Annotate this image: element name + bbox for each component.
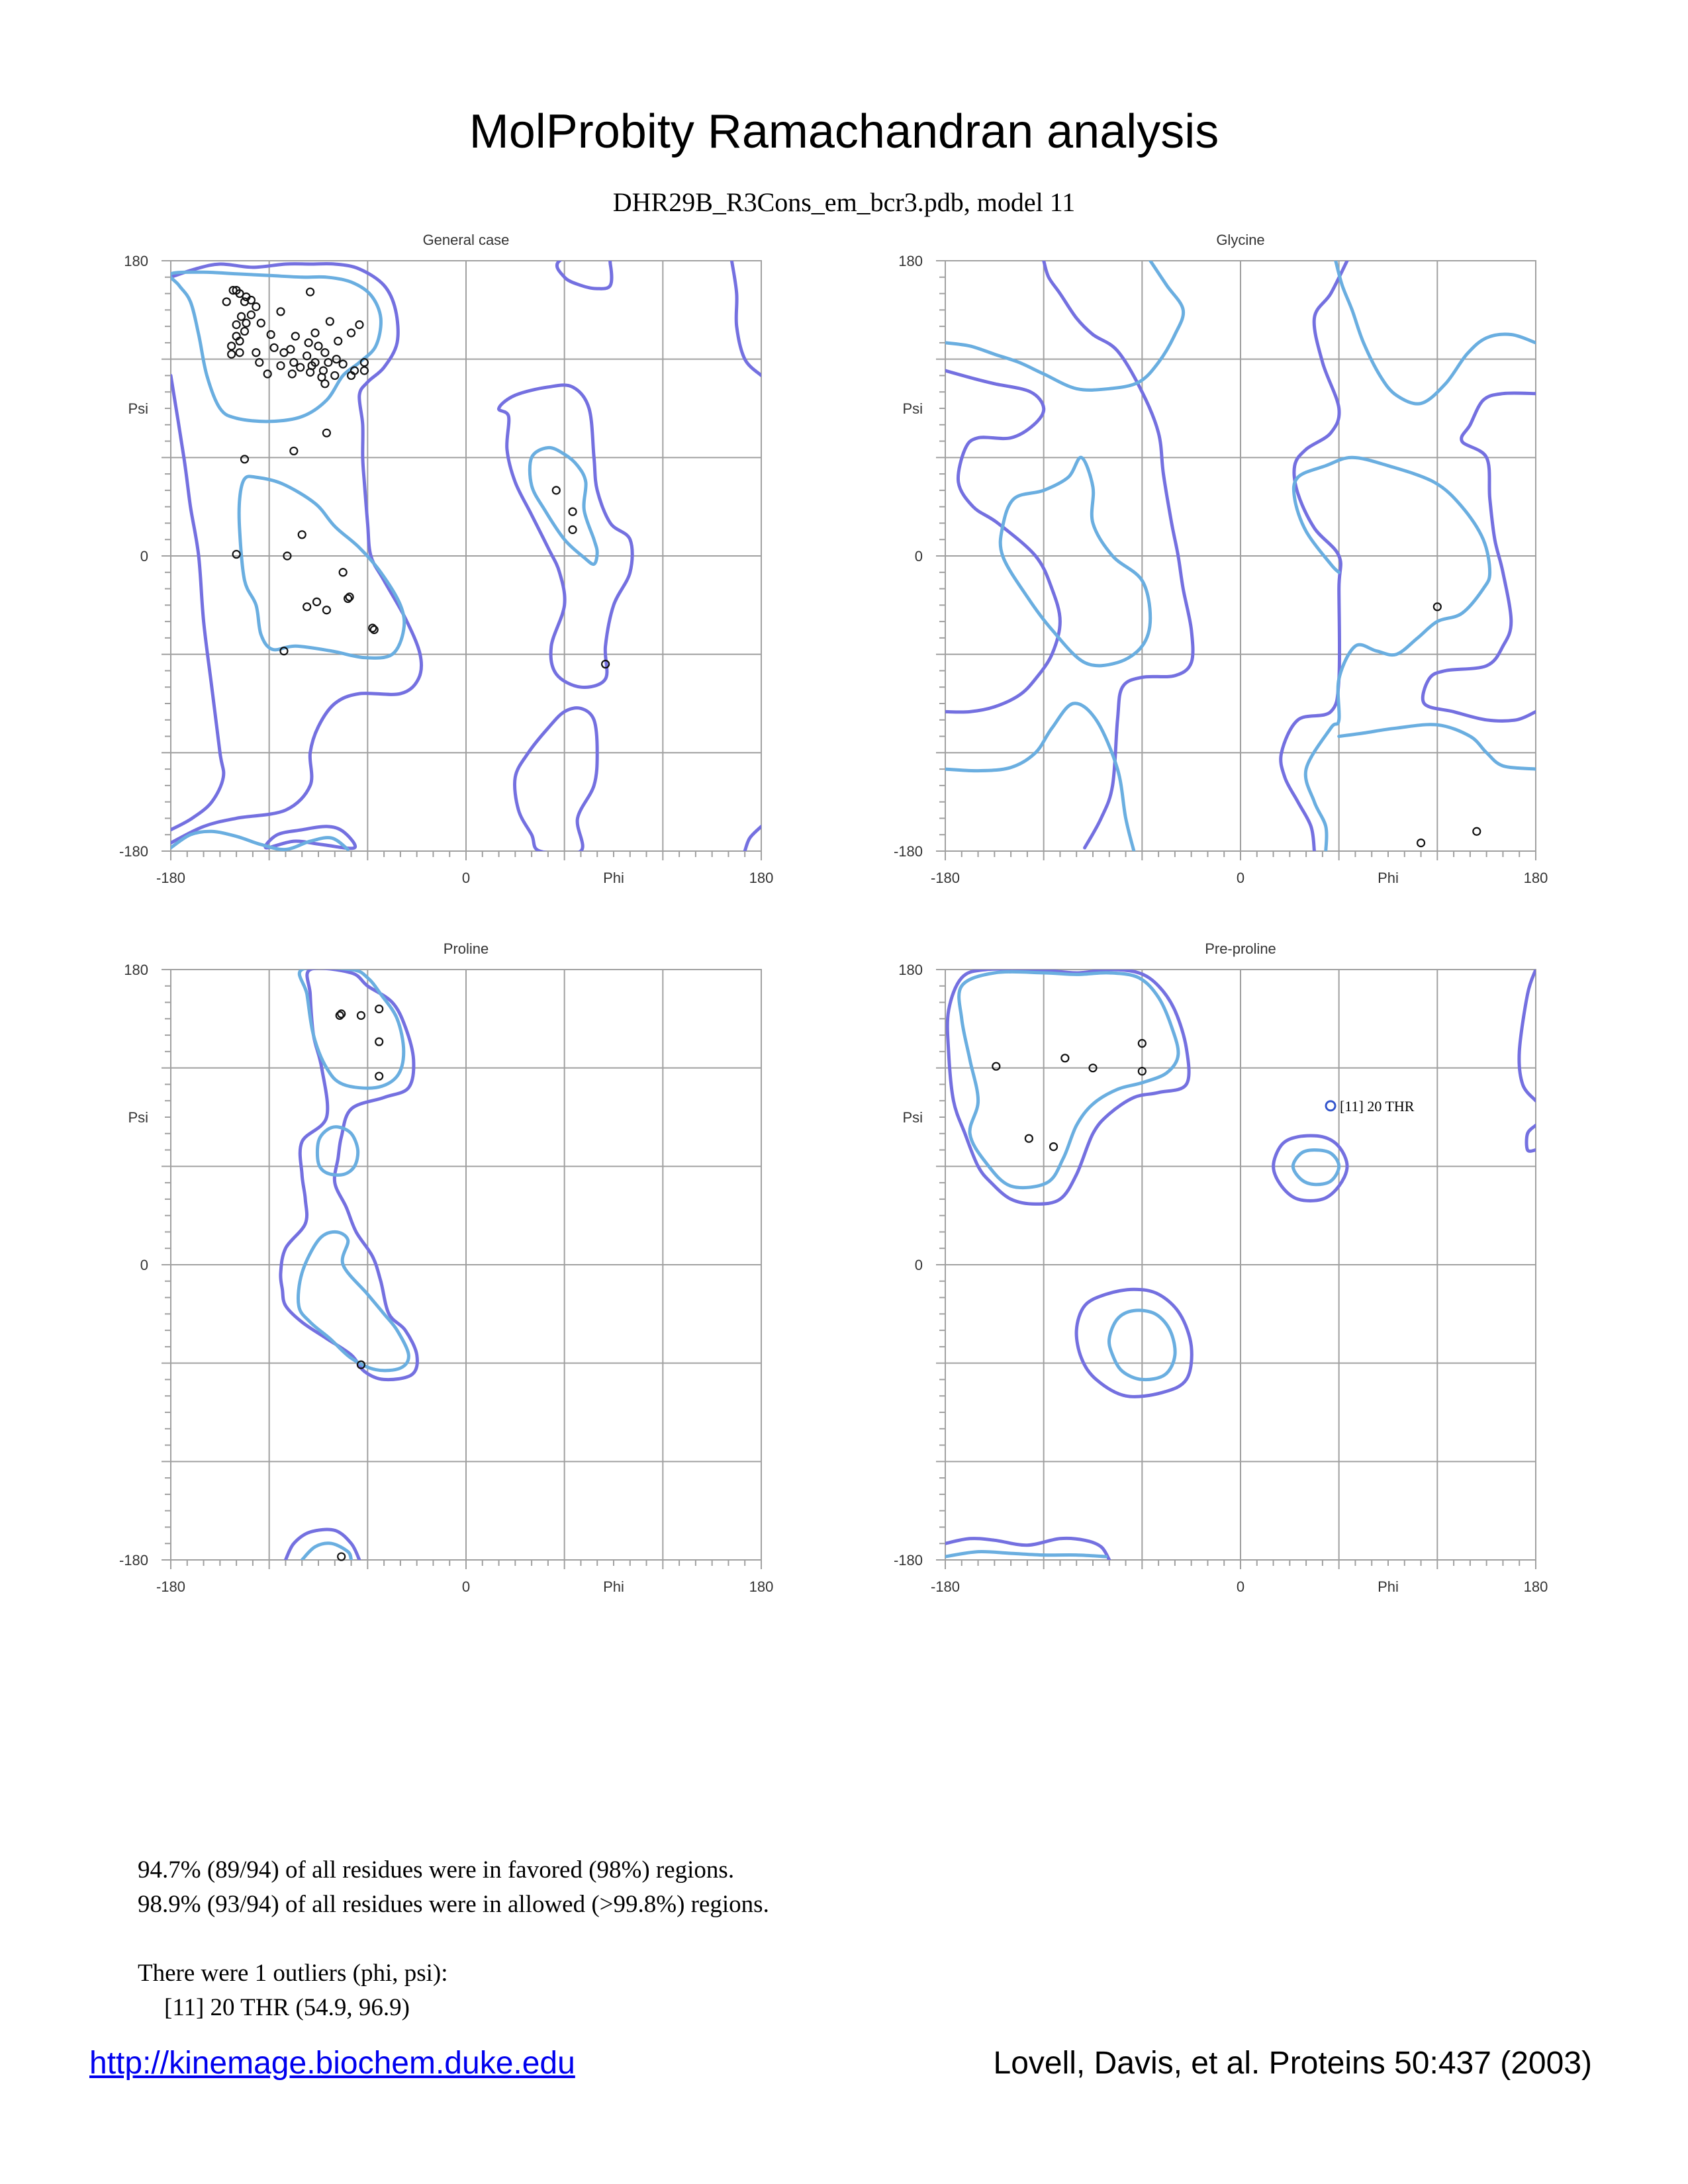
- residue-point: [1025, 1135, 1033, 1142]
- favored-contour: [945, 1551, 1106, 1557]
- residue-point: [303, 352, 310, 359]
- residue-point: [277, 362, 285, 369]
- favored-contour: [1336, 261, 1536, 404]
- allowed-contour: [171, 375, 224, 829]
- residue-point: [326, 318, 334, 325]
- y-tick-label: 0: [140, 548, 148, 565]
- residue-point: [340, 569, 347, 576]
- residue-point: [290, 447, 297, 455]
- y-tick-label: -180: [893, 843, 923, 860]
- allowed-stat: 98.9% (93/94) of all residues were in allowed (>99.8%) regions.: [138, 1891, 769, 1918]
- allowed-contour: [1526, 1125, 1536, 1151]
- y-tick-label: 180: [124, 253, 148, 269]
- residue-point: [236, 349, 244, 356]
- favored-stat: 94.7% (89/94) of all residues were in favored (98%) regions.: [138, 1856, 735, 1884]
- residue-point: [1417, 839, 1425, 846]
- residue-point: [252, 349, 259, 356]
- residue-point: [315, 342, 322, 349]
- statistics-block: [138, 1853, 769, 2025]
- y-axis-label: Psi: [128, 400, 148, 417]
- residue-point: [297, 364, 304, 371]
- favored-contour: [959, 972, 1178, 1187]
- y-tick-label: 0: [914, 1257, 923, 1273]
- y-tick-label: 0: [914, 548, 923, 565]
- residue-point: [355, 321, 363, 328]
- residue-point: [305, 339, 312, 346]
- residue-point: [992, 1063, 1000, 1070]
- favored-contour: [1293, 1150, 1338, 1185]
- contours: [281, 968, 418, 1560]
- allowed-contour: [1274, 1136, 1348, 1201]
- x-tick-label: -180: [156, 1578, 186, 1595]
- residue-point: [248, 311, 255, 318]
- residue-point: [1473, 828, 1480, 835]
- residue-point: [252, 303, 259, 310]
- residue-point: [357, 1012, 365, 1019]
- residue-point: [553, 486, 560, 494]
- favored-contour: [530, 447, 597, 564]
- y-axis-label: Psi: [128, 1109, 148, 1126]
- x-axis-label: Phi: [603, 1578, 624, 1595]
- residue-point: [233, 321, 240, 328]
- ramachandran-panel-3: [119, 940, 773, 1595]
- x-tick-label: -180: [930, 870, 961, 886]
- residue-point: [228, 351, 235, 358]
- allowed-contour: [557, 244, 612, 289]
- allowed-contour: [171, 263, 422, 842]
- residue-point: [321, 349, 328, 356]
- residue-point: [238, 313, 245, 320]
- residue-point: [233, 551, 240, 558]
- x-axis-label: Phi: [1378, 870, 1399, 886]
- residue-point: [256, 359, 263, 366]
- allowed-contour: [1423, 393, 1536, 721]
- residue-point: [375, 1038, 383, 1046]
- y-axis-label: Psi: [902, 1109, 923, 1126]
- favored-contour: [299, 968, 404, 1088]
- ramachandran-panel-2: [894, 232, 1548, 886]
- favored-contour: [302, 1543, 351, 1560]
- favored-contour: [945, 261, 1184, 390]
- allowed-contour: [947, 969, 1189, 1204]
- residue-point: [241, 328, 248, 335]
- residue-point: [277, 308, 285, 315]
- x-tick-label: -180: [156, 870, 186, 886]
- x-tick-label: 0: [1236, 1578, 1245, 1595]
- x-tick-label: 180: [749, 870, 774, 886]
- allowed-contour: [745, 827, 761, 851]
- residue-point: [569, 508, 577, 516]
- y-tick-label: 180: [898, 962, 923, 978]
- panel-title: Pre-proline: [1205, 940, 1276, 957]
- residue-point: [338, 1010, 345, 1017]
- residue-point: [321, 380, 328, 387]
- x-tick-label: 180: [749, 1578, 774, 1595]
- ramachandran-panel-4: [894, 940, 1548, 1595]
- residue-point: [267, 331, 275, 338]
- x-tick-label: 0: [1236, 870, 1245, 886]
- citation: Lovell, Davis, et al. Proteins 50:437 (2003): [993, 2046, 1592, 2081]
- residue-point: [289, 370, 296, 377]
- residue-point: [280, 349, 287, 356]
- allowed-contour: [1044, 261, 1193, 848]
- favored-contour: [169, 272, 381, 422]
- favored-contour: [171, 831, 348, 849]
- residue-point: [375, 1005, 383, 1013]
- outlier-point: [1326, 1101, 1335, 1111]
- allowed-contour: [731, 261, 761, 375]
- residue-point: [1061, 1054, 1068, 1062]
- residue-point: [340, 361, 347, 368]
- residue-point: [312, 330, 319, 337]
- outlier-header: There were 1 outliers (phi, psi):: [138, 1960, 448, 1987]
- residue-point: [348, 330, 355, 337]
- residue-point: [323, 606, 330, 614]
- residue-point: [324, 359, 332, 366]
- residue-point: [313, 598, 320, 606]
- residue-point: [242, 320, 250, 327]
- page-title: MolProbity Ramachandran analysis: [469, 105, 1219, 158]
- x-tick-label: 180: [1523, 870, 1548, 886]
- y-tick-label: -180: [118, 1552, 148, 1569]
- residue-point: [264, 370, 271, 377]
- residue-point: [223, 298, 230, 305]
- y-tick-label: -180: [118, 843, 148, 860]
- y-tick-label: 180: [898, 253, 923, 269]
- x-axis-label: Phi: [1378, 1578, 1399, 1595]
- residue-point: [299, 531, 306, 538]
- panel-title: General case: [422, 232, 510, 248]
- residue-point: [292, 332, 299, 340]
- residue-point: [569, 526, 577, 533]
- residue-point: [228, 342, 235, 349]
- favored-contour: [298, 1232, 408, 1370]
- ramachandran-panel-1: [119, 232, 773, 886]
- kinemage-link[interactable]: http://kinemage.biochem.duke.edu: [89, 2046, 575, 2081]
- favored-contour: [239, 477, 404, 658]
- x-axis-label: Phi: [603, 870, 624, 886]
- panel-title: Glycine: [1216, 232, 1265, 248]
- page-subtitle: DHR29B_R3Cons_em_bcr3.pdb, model 11: [612, 187, 1076, 217]
- residue-point: [371, 626, 378, 633]
- residue-point: [241, 455, 248, 463]
- allowed-contour: [1519, 970, 1536, 1101]
- x-tick-label: 180: [1523, 1578, 1548, 1595]
- favored-contour: [945, 704, 1134, 851]
- residue-point: [258, 320, 265, 327]
- residue-point: [306, 289, 314, 296]
- residue-point: [323, 430, 330, 437]
- residue-point: [331, 372, 338, 379]
- residue-point: [375, 1073, 383, 1080]
- panel-title: Proline: [443, 940, 489, 957]
- allowed-contour: [498, 385, 632, 688]
- residue-point: [361, 367, 368, 375]
- residue-point: [303, 603, 310, 610]
- residue-point: [1050, 1143, 1057, 1150]
- allowed-contour: [514, 708, 597, 854]
- x-tick-label: 0: [461, 870, 471, 886]
- x-tick-label: -180: [930, 1578, 961, 1595]
- outlier-entry: [11] 20 THR (54.9, 96.9): [164, 1994, 410, 2021]
- residue-point: [271, 344, 278, 351]
- residue-point: [346, 593, 353, 600]
- x-tick-label: 0: [461, 1578, 471, 1595]
- favored-contour: [1000, 457, 1150, 666]
- y-tick-label: 180: [124, 962, 148, 978]
- y-axis-label: Psi: [902, 400, 923, 417]
- residue-point: [334, 338, 342, 345]
- y-tick-label: 0: [140, 1257, 148, 1273]
- y-tick-label: -180: [893, 1552, 923, 1569]
- allowed-contour: [945, 371, 1060, 712]
- residue-point: [338, 1553, 345, 1561]
- residue-point: [290, 359, 297, 366]
- outlier-label: [11] 20 THR: [1340, 1097, 1415, 1115]
